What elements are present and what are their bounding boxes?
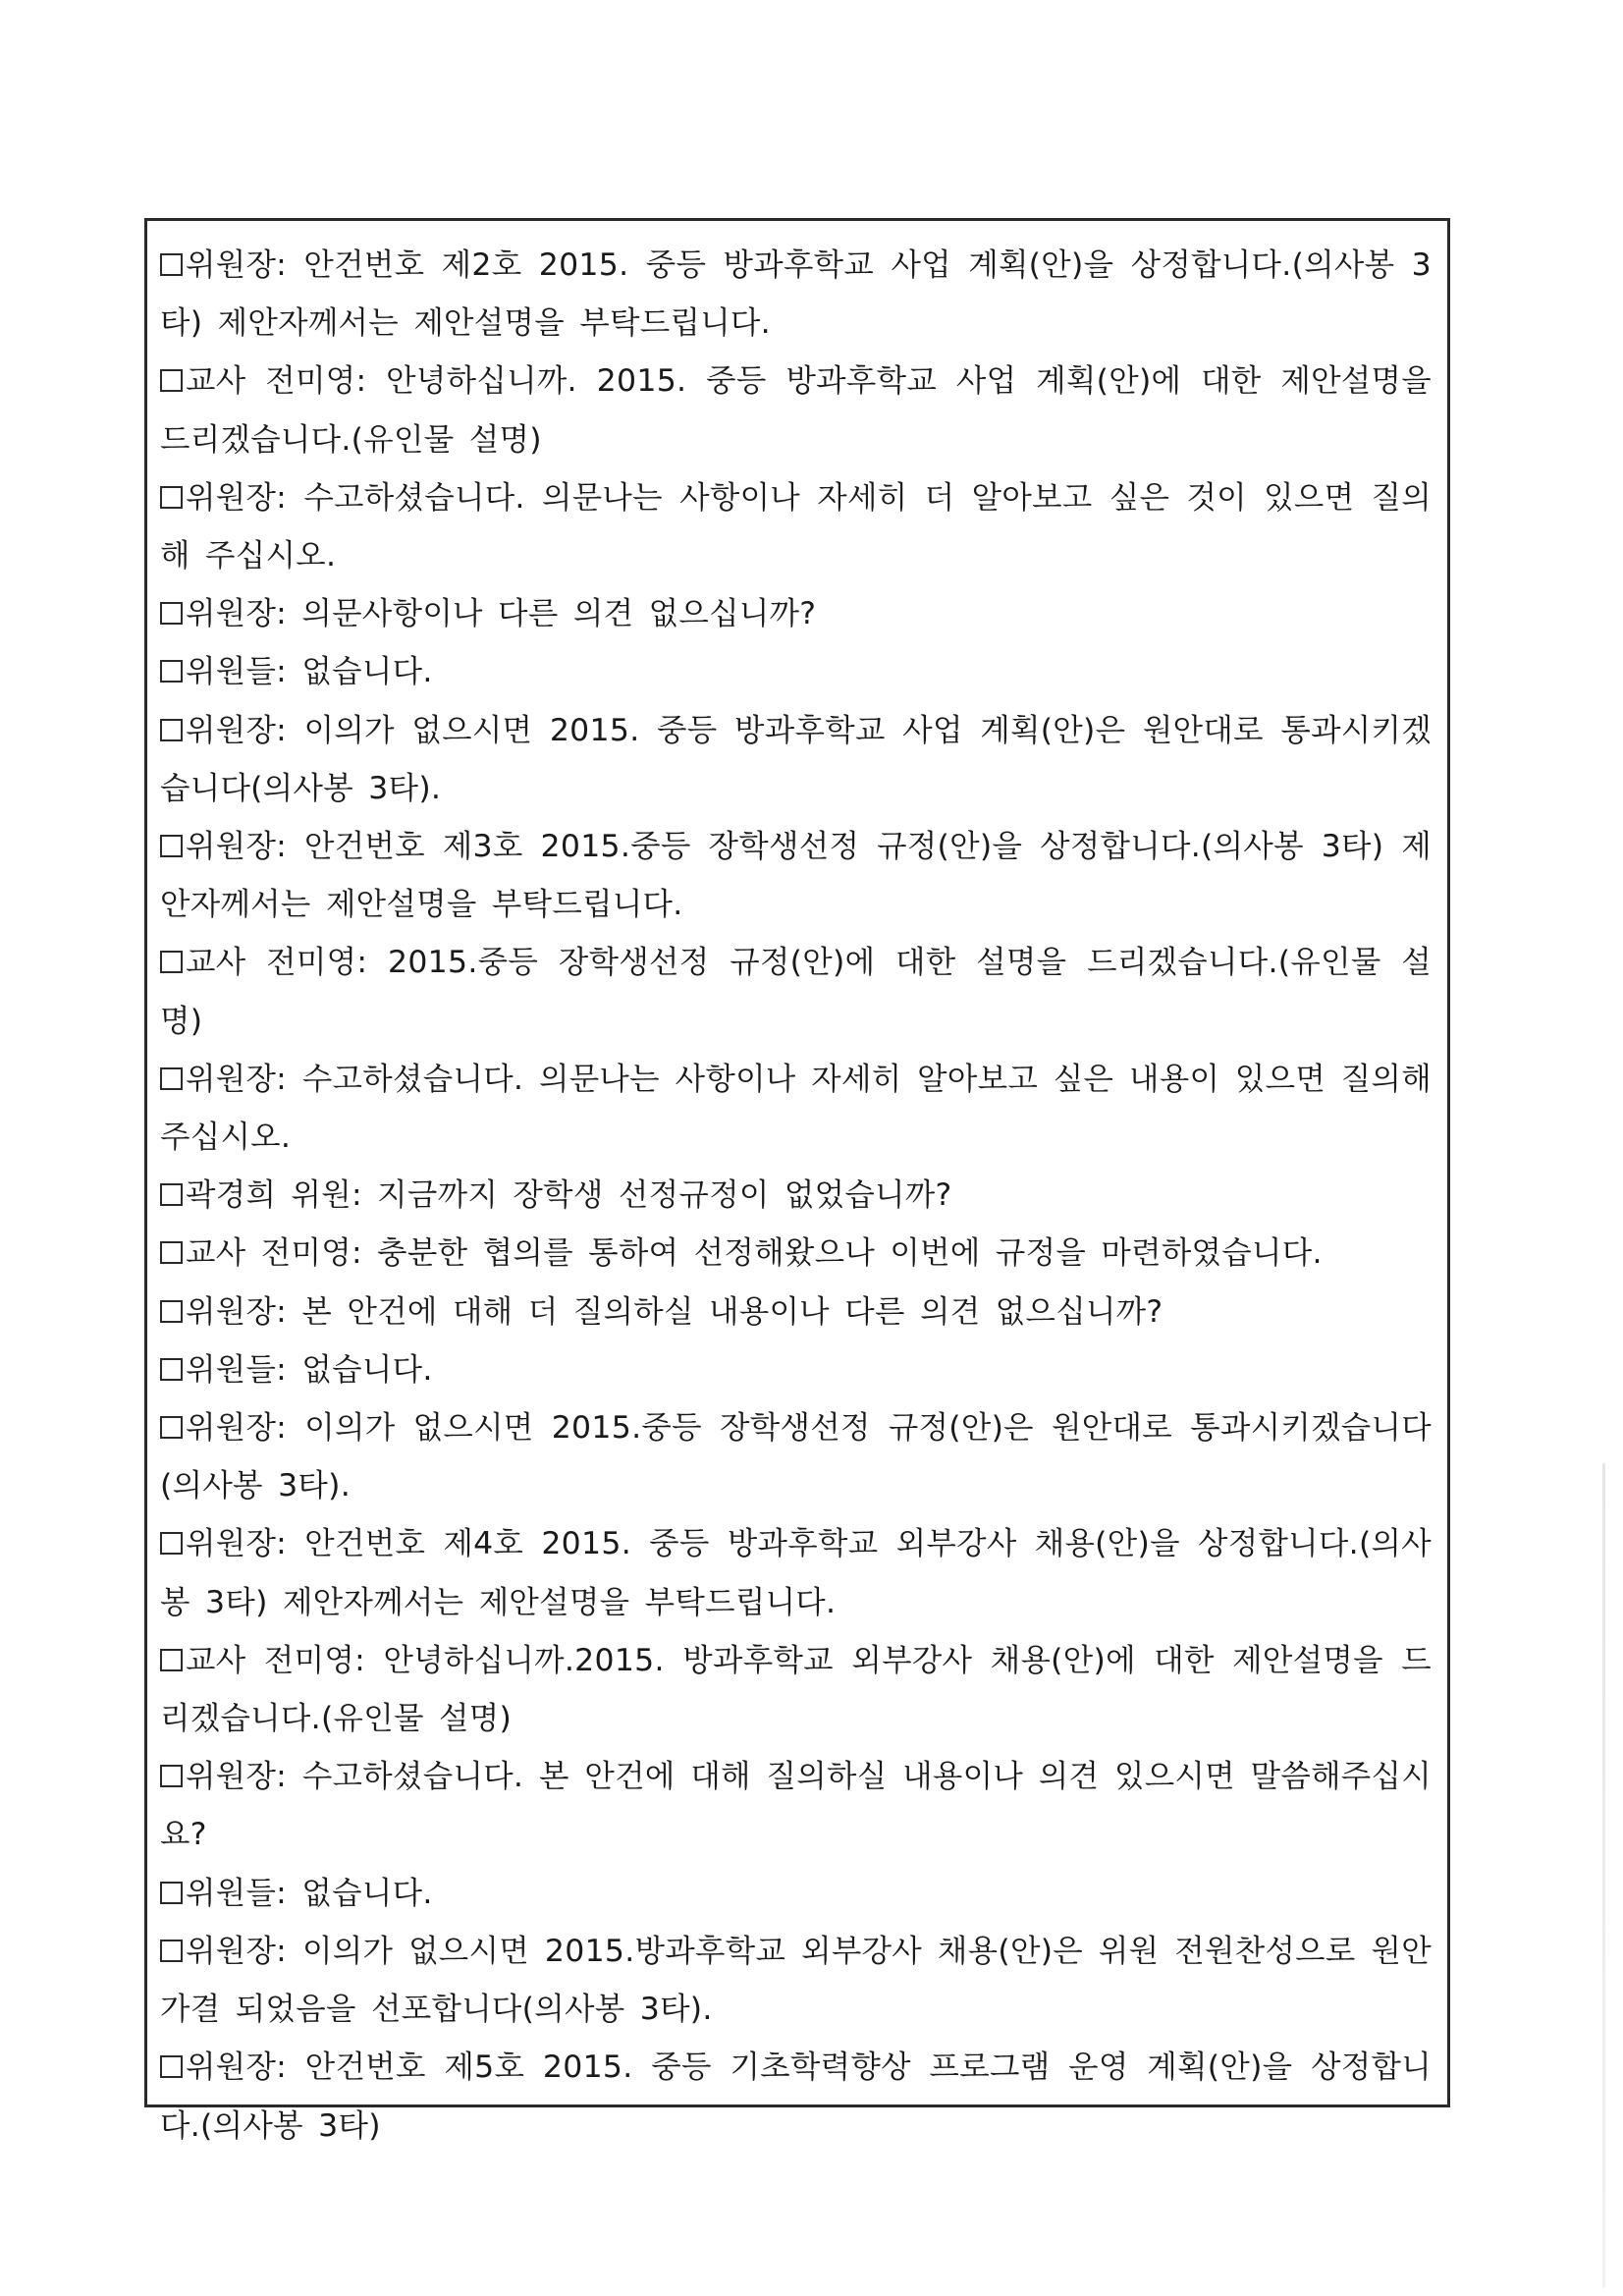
paragraph-text: 위원들: 없습니다. — [186, 1875, 433, 1911]
checkbox-marker — [160, 253, 183, 276]
minutes-paragraph — [160, 1341, 1432, 1399]
minutes-paragraph — [160, 237, 1432, 353]
checkbox-marker — [160, 1067, 183, 1090]
paragraph-text: 위원장: 수고하셨습니다. 의문나는 사항이나 자세히 알아보고 싶은 내용이 있으면 질의해 주십시오. — [160, 1061, 1432, 1156]
minutes-paragraph — [160, 1748, 1432, 1864]
minutes-paragraph — [160, 702, 1432, 818]
minutes-paragraph — [160, 1632, 1432, 1748]
minutes-paragraph — [160, 2039, 1432, 2155]
paragraph-text: 위원장: 수고하셨습니다. 본 안건에 대해 질의하실 내용이나 의견 있으시면 말씀해주십시요? — [160, 1759, 1432, 1853]
checkbox-marker — [160, 486, 183, 509]
checkbox-marker — [160, 369, 183, 392]
minutes-paragraph — [160, 1515, 1432, 1631]
paragraph-text: 위원장: 의문사항이나 다른 의견 없으십니까? — [186, 596, 817, 632]
checkbox-marker — [160, 1183, 183, 1206]
minutes-paragraph — [160, 1865, 1432, 1923]
checkbox-marker — [160, 835, 183, 857]
paragraph-text: 교사 전미영: 안녕하십니까. 2015. 중등 방과후학교 사업 계획(안)에 대한 제안설명을 드리겠습니다.(유인물 설명) — [160, 363, 1432, 458]
checkbox-marker — [160, 1649, 183, 1671]
checkbox-marker — [160, 951, 183, 973]
minutes-paragraph — [160, 1051, 1432, 1167]
paragraph-text: 위원장: 이의가 없으시면 2015. 중등 방과후학교 사업 계획(안)은 원안대로 통과시키겠습니다(의사봉 3타). — [160, 712, 1432, 806]
paragraph-text: 위원들: 없습니다. — [186, 1351, 433, 1388]
paragraph-text: 위원장: 이의가 없으시면 2015.중등 장학생선정 규정(안)은 원안대로 통과시키겠습니다(의사봉 3타). — [160, 1410, 1432, 1504]
checkbox-marker — [160, 660, 183, 683]
minutes-paragraph — [160, 353, 1432, 468]
minutes-paragraph — [160, 934, 1432, 1050]
checkbox-marker — [160, 1358, 183, 1381]
paragraph-text: 위원장: 수고하셨습니다. 의문나는 사항이나 자세히 더 알아보고 싶은 것이 있으면 질의해 주십시오. — [160, 479, 1432, 574]
minutes-paragraph — [160, 1167, 1432, 1225]
checkbox-marker — [160, 1532, 183, 1555]
checkbox-marker — [160, 1765, 183, 1787]
minutes-paragraph — [160, 1284, 1432, 1341]
paragraph-text: 위원들: 없습니다. — [186, 654, 433, 690]
minutes-paragraph — [160, 585, 1432, 643]
checkbox-marker — [160, 2055, 183, 2078]
minutes-paragraph — [160, 818, 1432, 934]
paragraph-text: 위원장: 본 안건에 대해 더 질의하실 내용이나 다른 의견 없으십니까? — [186, 1293, 1163, 1330]
paragraph-text: 교사 전미영: 안녕하십니까.2015. 방과후학교 외부강사 채용(안)에 대한 제안설명을 드리겠습니다.(유인물 설명) — [160, 1642, 1432, 1737]
checkbox-marker — [160, 1241, 183, 1264]
paragraph-text: 위원장: 안건번호 제4호 2015. 중등 방과후학교 외부강사 채용(안)을 상정합니다.(의사봉 3타) 제안자께서는 제안설명을 부탁드립니다. — [160, 1526, 1432, 1620]
checkbox-marker — [160, 1882, 183, 1904]
scan-edge-shadow — [1602, 1463, 1605, 2288]
paragraph-text: 곽경희 위원: 지금까지 장학생 선정규정이 없었습니까? — [186, 1177, 952, 1214]
paragraph-text: 위원장: 안건번호 제2호 2015. 중등 방과후학교 사업 계획(안)을 상정합니다.(의사봉 3타) 제안자께서는 제안설명을 부탁드립니다. — [160, 247, 1432, 342]
minutes-paragraph — [160, 1225, 1432, 1283]
minutes-paragraph — [160, 643, 1432, 701]
checkbox-marker — [160, 1940, 183, 1962]
minutes-paragraph — [160, 1923, 1432, 2039]
paragraph-text: 교사 전미영: 2015.중등 장학생선정 규정(안)에 대한 설명을 드리겠습니다.(유인물 설명) — [160, 945, 1432, 1039]
checkbox-marker — [160, 1416, 183, 1439]
checkbox-marker — [160, 1300, 183, 1323]
paragraph-text: 위원장: 안건번호 제5호 2015. 중등 기초학력향상 프로그램 운영 계획(안)을 상정합니다.(의사봉 3타) — [160, 2050, 1432, 2144]
minutes-paragraph — [160, 469, 1432, 585]
paragraph-text: 위원장: 이의가 없으시면 2015.방과후학교 외부강사 채용(안)은 위원 전원찬성으로 원안가결 되었음을 선포합니다(의사봉 3타). — [160, 1933, 1432, 2028]
checkbox-marker — [160, 602, 183, 625]
minutes-frame — [144, 218, 1450, 2144]
minutes-paragraph — [160, 1399, 1432, 1515]
paragraph-text: 교사 전미영: 충분한 협의를 통하여 선정해왔으나 이번에 규정을 마련하였습니다. — [186, 1235, 1323, 1272]
checkbox-marker — [160, 719, 183, 741]
paragraph-text: 위원장: 안건번호 제3호 2015.중등 장학생선정 규정(안)을 상정합니다.(의사봉 3타) 제안자께서는 제안설명을 부탁드립니다. — [160, 829, 1432, 923]
